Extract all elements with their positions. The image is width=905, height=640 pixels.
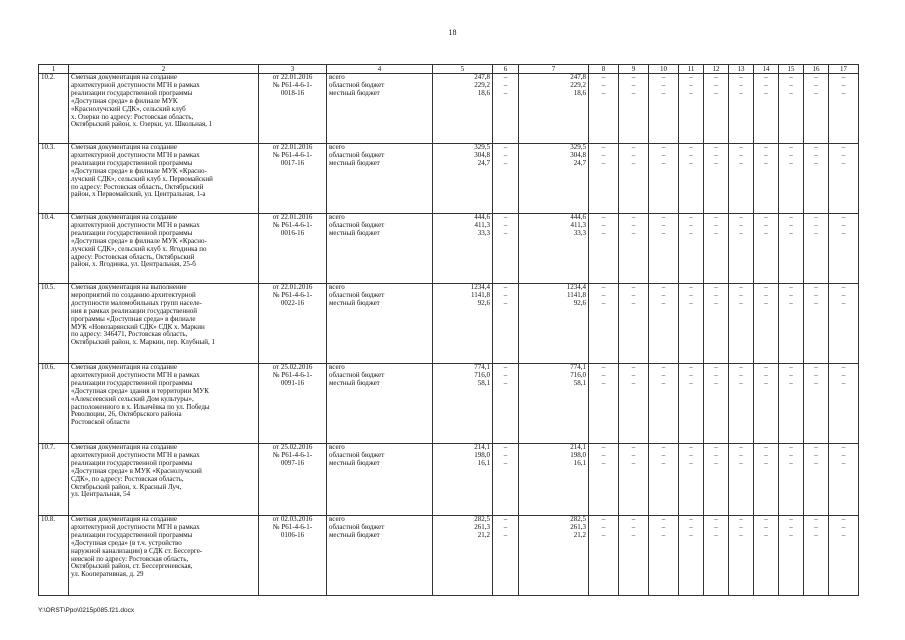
approval-document: от 25.02.2016 № Р61-4-6-1- 0091-16 xyxy=(259,364,327,444)
column-header-15: 15 xyxy=(779,65,804,74)
column-15-value: – – – xyxy=(779,214,804,284)
column-11-value: – – – xyxy=(679,74,704,144)
funding-source: всего областной бюджет местный бюджет xyxy=(327,516,433,596)
item-description: Сметная документация на создание архитектурной доступности МГН в рамках реализации государственной программы «Доступная среда» в филиале МУК «Красно- лучский СДК», сельский клуб х. Первомайский по адресу: Ростовская область, Октябрьский район, х Первомайский, ул. Центральная, 1-а xyxy=(69,144,259,214)
column-17-value: – – – xyxy=(829,214,859,284)
column-10-value: – – – xyxy=(649,516,679,596)
budget-table xyxy=(38,64,859,596)
column-7-amount: 1234,4 1141,8 92,6 xyxy=(519,284,589,364)
item-number: 10.2. xyxy=(39,74,69,144)
column-7-amount: 329,5 304,8 24,7 xyxy=(519,144,589,214)
column-13-value: – – – xyxy=(729,364,754,444)
column-6-value: – – – xyxy=(493,516,519,596)
column-header-14: 14 xyxy=(754,65,779,74)
column-9-value: – – – xyxy=(619,214,649,284)
total-amount: 329,5 304,8 24,7 xyxy=(433,144,493,214)
column-10-value: – – – xyxy=(649,214,679,284)
column-17-value: – – – xyxy=(829,74,859,144)
column-7-amount: 214,1 198,0 16,1 xyxy=(519,444,589,516)
column-13-value: – – – xyxy=(729,516,754,596)
column-8-value: – – – xyxy=(589,444,619,516)
column-9-value: – – – xyxy=(619,444,649,516)
table-row xyxy=(39,516,859,596)
column-header-11: 11 xyxy=(679,65,704,74)
column-header-10: 10 xyxy=(649,65,679,74)
column-header-16: 16 xyxy=(804,65,829,74)
column-9-value: – – – xyxy=(619,516,649,596)
item-description: Сметная документация на создание архитектурной доступности МГН в рамках реализации государственной программы «Доступная среда» в филиале МУК «Красно- лучский СДК», сельский клуб х. Ягодинка по адресу: Ростовская область, Октябрьский район, х. Ягодинка, ул. Центральная, 25-б xyxy=(69,214,259,284)
item-number: 10.3. xyxy=(39,144,69,214)
column-15-value: – – – xyxy=(779,74,804,144)
column-11-value: – – – xyxy=(679,284,704,364)
column-header-6: 6 xyxy=(493,65,519,74)
funding-source: всего областной бюджет местный бюджет xyxy=(327,284,433,364)
item-description: Сметная документация на создание архитектурной доступности МГН в рамках реализации государственной программы «Доступная среда» в филиале МУК «Краснолучский СДК», сельский клуб х. Озерки по адресу: Ростовская область, Октябрьский район, х. Озерки, ул. Школьная, 1 xyxy=(69,74,259,144)
item-description: Сметная документация на создание архитектурной доступности МГН в рамках реализации государственной программы «Доступная среда» в МУК «Краснолучский СДК», по адресу: Ростовская область, Октябрьский район, х. Красный Луч, ул. Центральная, 54 xyxy=(69,444,259,516)
total-amount: 1234,4 1141,8 92,6 xyxy=(433,284,493,364)
column-header-8: 8 xyxy=(589,65,619,74)
column-8-value: – – – xyxy=(589,74,619,144)
funding-source: всего областной бюджет местный бюджет xyxy=(327,364,433,444)
table-row xyxy=(39,284,859,364)
column-12-value: – – – xyxy=(704,444,729,516)
column-6-value: – – – xyxy=(493,284,519,364)
approval-document: от 22.01.2016 № Р61-4-6-1- 0017-16 xyxy=(259,144,327,214)
column-15-value: – – – xyxy=(779,444,804,516)
approval-document: от 02.03.2016 № Р61-4-6-1- 0106-16 xyxy=(259,516,327,596)
column-header-17: 17 xyxy=(829,65,859,74)
column-header-9: 9 xyxy=(619,65,649,74)
column-6-value: – – – xyxy=(493,144,519,214)
approval-document: от 25.02.2016 № Р61-4-6-1- 0097-16 xyxy=(259,444,327,516)
column-9-value: – – – xyxy=(619,144,649,214)
column-7-amount: 774,1 716,0 58,1 xyxy=(519,364,589,444)
column-6-value: – – – xyxy=(493,444,519,516)
column-15-value: – – – xyxy=(779,284,804,364)
column-7-amount: 444,6 411,3 33,3 xyxy=(519,214,589,284)
column-10-value: – – – xyxy=(649,364,679,444)
column-header-2: 2 xyxy=(69,65,259,74)
column-17-value: – – – xyxy=(829,516,859,596)
table-row xyxy=(39,214,859,284)
column-11-value: – – – xyxy=(679,364,704,444)
column-header-4: 4 xyxy=(327,65,433,74)
column-8-value: – – – xyxy=(589,516,619,596)
column-14-value: – – – xyxy=(754,284,779,364)
column-number-row xyxy=(39,65,859,74)
column-12-value: – – – xyxy=(704,516,729,596)
item-description: Сметная документация на создание архитектурной доступности МГН в рамках реализации государственной программы «Доступная среда» здания и территории МУК «Алексеевский сельский Дом культуры», расположенного в х. Ильичёвка по ул. Победы Революции, 26, Октябрьского района Ростовской области xyxy=(69,364,259,444)
item-description: Сметная документация на создание архитектурной доступности МГН в рамках реализации государственной программы «Доступная среда» (в т.ч. устройство наружной канализации) в СДК ст. Бессерге- невской по адресу: Ростовская область, Октябрьский район, ст. Бессергеневская, ул. Кооперативная, д. 29 xyxy=(69,516,259,596)
column-12-value: – – – xyxy=(704,284,729,364)
column-7-amount: 282,5 261,3 21,2 xyxy=(519,516,589,596)
approval-document: от 22.01.2016 № Р61-4-6-1- 0016-16 xyxy=(259,214,327,284)
column-11-value: – – – xyxy=(679,516,704,596)
column-15-value: – – – xyxy=(779,144,804,214)
table-row xyxy=(39,74,859,144)
column-header-7: 7 xyxy=(519,65,589,74)
column-14-value: – – – xyxy=(754,74,779,144)
column-13-value: – – – xyxy=(729,214,754,284)
column-16-value: – – – xyxy=(804,444,829,516)
item-number: 10.5. xyxy=(39,284,69,364)
column-15-value: – – – xyxy=(779,364,804,444)
approval-document: от 22.01.2016 № Р61-4-6-1- 0018-16 xyxy=(259,74,327,144)
column-16-value: – – – xyxy=(804,74,829,144)
page-number: 18 xyxy=(448,28,457,37)
column-9-value: – – – xyxy=(619,284,649,364)
column-9-value: – – – xyxy=(619,74,649,144)
column-16-value: – – – xyxy=(804,516,829,596)
column-header-12: 12 xyxy=(704,65,729,74)
column-header-5: 5 xyxy=(433,65,493,74)
column-10-value: – – – xyxy=(649,74,679,144)
item-number: 10.4. xyxy=(39,214,69,284)
column-10-value: – – – xyxy=(649,444,679,516)
file-path-footer: Y:\ORST\Ppo\0215p085.f21.docx xyxy=(38,607,135,614)
column-16-value: – – – xyxy=(804,144,829,214)
total-amount: 444,6 411,3 33,3 xyxy=(433,214,493,284)
column-10-value: – – – xyxy=(649,284,679,364)
column-8-value: – – – xyxy=(589,214,619,284)
column-8-value: – – – xyxy=(589,144,619,214)
column-13-value: – – – xyxy=(729,74,754,144)
column-8-value: – – – xyxy=(589,364,619,444)
column-15-value: – – – xyxy=(779,516,804,596)
column-header-13: 13 xyxy=(729,65,754,74)
column-17-value: – – – xyxy=(829,364,859,444)
column-6-value: – – – xyxy=(493,364,519,444)
column-16-value: – – – xyxy=(804,284,829,364)
column-10-value: – – – xyxy=(649,144,679,214)
column-17-value: – – – xyxy=(829,144,859,214)
table-row xyxy=(39,144,859,214)
column-header-1: 1 xyxy=(39,65,69,74)
item-description: Сметная документация на выполнение мероприятий по созданию архитектурной доступности маломобильных групп населе- ния в рамках реализации государственной программы «Доступная среда» в филиале МУК «Новозарянский СДК» СДК х. Маркин по адресу: 346471, Ростовская область, Октябрьский район, х. Маркин, пер. Клубный, 1 xyxy=(69,284,259,364)
item-number: 10.6. xyxy=(39,364,69,444)
funding-source: всего областной бюджет местный бюджет xyxy=(327,74,433,144)
column-6-value: – – – xyxy=(493,214,519,284)
column-14-value: – – – xyxy=(754,364,779,444)
table-row xyxy=(39,444,859,516)
funding-source: всего областной бюджет местный бюджет xyxy=(327,444,433,516)
column-14-value: – – – xyxy=(754,214,779,284)
column-11-value: – – – xyxy=(679,144,704,214)
column-11-value: – – – xyxy=(679,214,704,284)
column-7-amount: 247,8 229,2 18,6 xyxy=(519,74,589,144)
approval-document: от 22.01.2016 № Р61-4-6-1- 0022-16 xyxy=(259,284,327,364)
total-amount: 247,8 229,2 18,6 xyxy=(433,74,493,144)
column-16-value: – – – xyxy=(804,364,829,444)
funding-source: всего областной бюджет местный бюджет xyxy=(327,144,433,214)
column-8-value: – – – xyxy=(589,284,619,364)
column-12-value: – – – xyxy=(704,144,729,214)
table-row xyxy=(39,364,859,444)
column-17-value: – – – xyxy=(829,444,859,516)
item-number: 10.8. xyxy=(39,516,69,596)
column-13-value: – – – xyxy=(729,144,754,214)
column-14-value: – – – xyxy=(754,516,779,596)
column-12-value: – – – xyxy=(704,364,729,444)
column-13-value: – – – xyxy=(729,284,754,364)
column-12-value: – – – xyxy=(704,74,729,144)
total-amount: 282,5 261,3 21,2 xyxy=(433,516,493,596)
total-amount: 774,1 716,0 58,1 xyxy=(433,364,493,444)
total-amount: 214,1 198,0 16,1 xyxy=(433,444,493,516)
column-header-3: 3 xyxy=(259,65,327,74)
column-14-value: – – – xyxy=(754,444,779,516)
column-17-value: – – – xyxy=(829,284,859,364)
column-11-value: – – – xyxy=(679,444,704,516)
funding-source: всего областной бюджет местный бюджет xyxy=(327,214,433,284)
column-14-value: – – – xyxy=(754,144,779,214)
column-16-value: – – – xyxy=(804,214,829,284)
column-12-value: – – – xyxy=(704,214,729,284)
item-number: 10.7. xyxy=(39,444,69,516)
column-6-value: – – – xyxy=(493,74,519,144)
column-13-value: – – – xyxy=(729,444,754,516)
column-9-value: – – – xyxy=(619,364,649,444)
